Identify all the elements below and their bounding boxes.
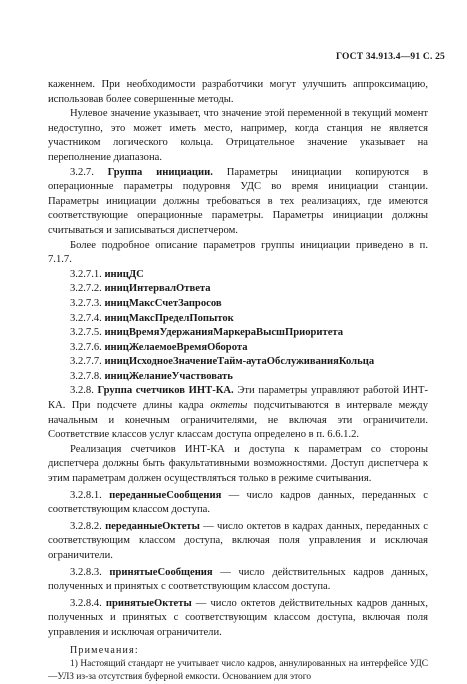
- list-item: 3.2.7.3. иницМаксСчетЗапросов: [70, 297, 222, 309]
- list-item: 3.2.7.1. иницДС: [70, 268, 144, 280]
- list-item: 3.2.7.7. иницИсходноеЗначениеТайм-аутаОбслуживанияКольца: [70, 356, 375, 368]
- section-title: Группа инициации.: [107, 166, 213, 178]
- section-title: Группа счетчиков ИНТ-КА.: [97, 385, 234, 397]
- counter-item: 3.2.8.1. переданныеСообщения — число кадров данных, переданных с соответствующим классом доступа.: [48, 489, 428, 516]
- init-parameter-list: [48, 268, 428, 385]
- section-number: 3.2.8.: [70, 385, 94, 397]
- note-item: 1) Настоящий стандарт не учитывает число кадров, аннулированных на интерфейсе УДС—УЛЗ из-за отсутствия буферной емкости. Основанием для этого: [48, 659, 428, 682]
- paragraph: Более подробное описание параметров группы инициации приведено в п. 7.1.7.: [48, 239, 428, 266]
- paragraph: Реализация счетчиков ИНТ-КА и доступа к параметрам со стороны диспетчера должны быть факультативными возможностями. Доступ диспетчера к этим параметрам должен осуществляться только в режиме считывания.: [48, 443, 428, 485]
- section-number: 3.2.7.: [70, 166, 94, 178]
- section-3-2-8: 3.2.8. Группа счетчиков ИНТ-КА. Эти параметры управляют работой ИНТ-КА. При подсчете длины кадра октеты подсчитываются в интервале между начальным и конечным ограничителями, не включая эти ограничители. Соответствие классов услуг классам доступа определено в п. 6.6.1.2.: [48, 385, 428, 441]
- list-item: 3.2.7.6. иницЖелаемоеВремяОборота: [70, 341, 248, 353]
- counter-item: 3.2.8.4. принятыеОктеты — число октетов действительных кадров данных, полученных и принятых с соответствующим классом доступа, включая поля управления и исключая ограничители.: [48, 597, 428, 638]
- section-text: Параметры инициации копируются в операционные параметры подуровня УДС во время инициации станции. Параметры инициации должны требоваться в тех реализациях, где имеются соответствующие операционные параметры. Параметры инициации должны считываться и записываться диспетчером.: [48, 166, 428, 236]
- document-body: [48, 78, 428, 684]
- notes-title: Примечания:: [70, 644, 139, 656]
- list-item: 3.2.7.5. иницВремяУдержанияМаркераВысшПриоритета: [70, 327, 344, 339]
- counter-item: 3.2.8.2. переданныеОктеты — число октетов в кадрах данных, переданных с соответствующим классом доступа, включая поля управления и исключая ограничители.: [48, 520, 428, 561]
- paragraph: Нулевое значение указывает, что значение этой переменной в текущий момент недоступно, это может иметь место, например, когда станция не является участником логического кольца. Отрицательное значение указывает на переполнение диапазона.: [48, 108, 428, 163]
- paragraph: каженнем. При необходимости разработчики могут улучшить аппроксимацию, использовав более совершенные методы.: [48, 79, 428, 105]
- page-header: ГОСТ 34.913.4—91 С. 25: [335, 52, 445, 62]
- italic-term: октеты: [210, 400, 248, 412]
- list-item: 3.2.7.8. иницЖеланиеУчаствовать: [70, 370, 233, 382]
- list-item: 3.2.7.4. иницМаксПределПопыток: [70, 312, 234, 324]
- section-3-2-7: [48, 166, 428, 239]
- list-item: 3.2.7.2. иницИнтервалОтвета: [70, 283, 211, 295]
- counter-item: 3.2.8.3. принятыеСообщения — число действительных кадров данных, полученных и принятых с соответствующим классом доступа.: [48, 566, 428, 593]
